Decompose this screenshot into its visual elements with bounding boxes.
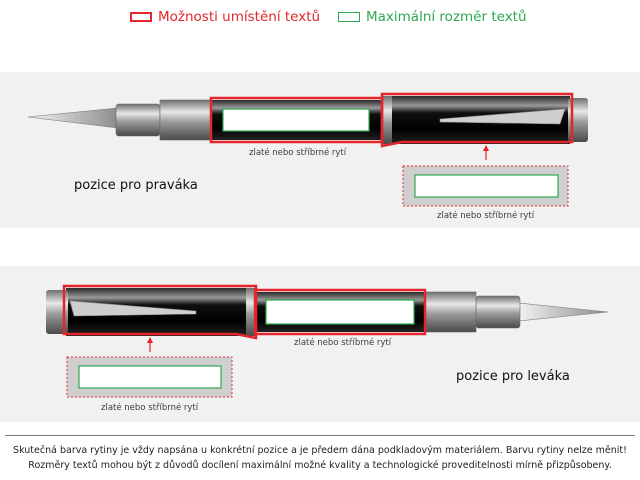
- barrel-max-size-box-top: [223, 109, 369, 131]
- cap-ring-top: [382, 96, 392, 144]
- pen-nib-top: [28, 108, 118, 128]
- footer-note-line-2: Rozměry textů mohou být z důvodů docílení maximální možné kvality a technologické proveditelnosti mírně přizpůsobeny.: [28, 460, 612, 471]
- grip-section-top: [116, 104, 160, 136]
- cap-max-size-box-top: [415, 175, 558, 197]
- cap-max-size-box-bottom: [79, 366, 221, 388]
- right-handed-position-label: pozice pro praváka: [74, 178, 198, 193]
- footer-divider: [5, 435, 635, 436]
- cap-engraving-label-top: zlaté nebo stříbrné rytí: [437, 211, 535, 221]
- pen-nib-bottom: [518, 303, 608, 321]
- cap-arrow-head-bottom: [147, 337, 153, 343]
- footer-note-line-1: Skutečná barva rytiny je vždy napsána u konkrétní pozice a je předem dána podkladovým materiálem. Barvu rytiny nelze měnit!: [13, 445, 627, 456]
- barrel-steel-bottom: [424, 292, 476, 332]
- legend-placement-label: Možnosti umístění textů: [158, 9, 321, 25]
- barrel-engraving-label-bottom: zlaté nebo stříbrné rytí: [294, 338, 392, 348]
- cap-arrow-head-top: [483, 145, 489, 151]
- grip-section-bottom: [476, 296, 520, 328]
- legend-max-size-label: Maximální rozměr textů: [366, 9, 527, 25]
- barrel-engraving-label-top: zlaté nebo stříbrné rytí: [249, 148, 347, 158]
- cap-engraving-label-bottom: zlaté nebo stříbrné rytí: [101, 403, 199, 413]
- left-handed-position-label: pozice pro leváka: [456, 369, 570, 384]
- barrel-max-size-box-bottom: [266, 300, 414, 324]
- barrel-steel-top: [160, 100, 212, 140]
